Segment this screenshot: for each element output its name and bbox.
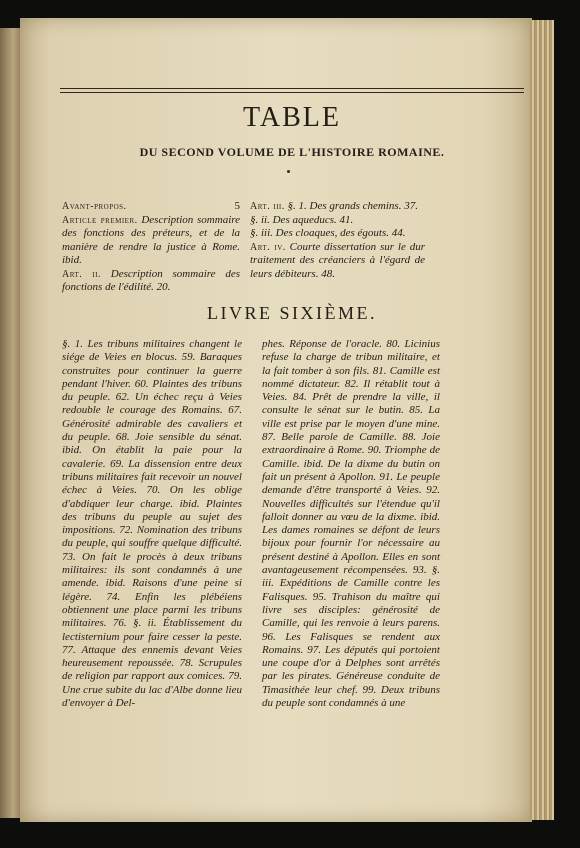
toc-entry-text: Description sommaire des fonctions de l'édilité. 20. xyxy=(62,267,240,293)
toc-entry-text: §. iii. Des cloaques, des égouts. 44. xyxy=(250,227,406,239)
toc-entry-head: Article premier. xyxy=(62,214,138,226)
top-rule xyxy=(60,88,524,89)
body-column-right-text: phes. Réponse de l'oracle. 80. Licinius refuse la charge de tribun militaire, et la fait tomber à son fils. 81. Camille est nommé dictateur. 82. Il rétablit tout à Veies. 84. Prêt de prendre la ville, il consulte le sénat sur le butin. 85. La ville est prise par le moyen d'une mine. 87. Belle parole de Camille. 88. Joie extraordinaire à Rome. 90. Triomphe de Camille. ibid. De la dixme du butin on fait un présent à Apollon. 91. Le peuple demande d'être transporté à Veies. 92. Nouvelles difficultés sur l'étendue qu'il falloit donner au vœu de la dixme. ibid. Les dames romaines se défont de leurs bijoux pour fournir l'or nécessaire au présent destiné à Apollon. Elles en sont avantageusement récompensées. 93. §. iii. Expéditions de Camille contre les Falisques. 95. Trahison du maître qui livre ses disciples: générosité de Camille, qui les renvoie à leurs parens. 96. Les Falisques se rendent aux Romains. 97. Les députés qui portoient une coupe d'or à Delphes sont arrêtés par les pirates. Généreuse conduite de Timasithée leur chef. 99. Deux tribuns du peuple sont condamnés à une xyxy=(262,338,440,710)
toc-entry-head: Art. iii. xyxy=(250,201,285,212)
toc-entry-head: Art. iv. xyxy=(250,241,286,253)
page-stack-edges xyxy=(530,20,554,820)
toc-entry xyxy=(250,200,425,214)
page-title: TABLE xyxy=(243,102,341,133)
toc-entry-head: Avant-propos. xyxy=(62,201,127,212)
toc-entry xyxy=(250,227,425,241)
top-rule-thin xyxy=(60,92,524,93)
ornament-dot xyxy=(287,170,290,173)
toc-entry xyxy=(62,200,240,214)
toc-entry xyxy=(62,214,240,268)
book-left-edge xyxy=(0,28,22,818)
toc-left-column xyxy=(62,200,240,295)
toc-entry-text: Courte dissertation sur le dur traitement des créanciers à l'égard de leurs débiteurs. 48. xyxy=(250,240,425,280)
toc-right-column xyxy=(250,200,425,281)
toc-entry-text: §. 1. Des grands chemins. 37. xyxy=(287,200,418,212)
body-column-left xyxy=(62,338,242,710)
toc-entry xyxy=(62,268,240,295)
toc-entry xyxy=(250,241,425,282)
toc-entry-text: Description sommaire des fonctions des préteurs, et de la manière de rendre la justice à Rome. ibid. xyxy=(62,213,241,266)
livre-heading: LIVRE SIXIÈME. xyxy=(207,303,377,323)
toc-entry-text: §. ii. Des aqueducs. 41. xyxy=(250,213,354,226)
toc-entry xyxy=(250,214,425,228)
body-column-left-text: §. 1. Les tribuns militaires changent le siége de Veies en blocus. 59. Baraques construites pour continuer la guerre pendant l'hiver. 60. Plaintes des tribuns du peuple. 62. Un échec reçu à Veies redouble le courage des Romains. 67. Générosité admirable des cavaliers et du peuple. 68. Joie sensible du sénat. ibid. On établit la paie pour la cavalerie. 69. La dissension entre deux tribuns militaires fait recevoir un nouvel échec à Veies. 70. On les oblige d'abdiquer leur charge. ibid. Plaintes des tribuns du peuple au sujet des impositions. 72. Nomination des tribuns du peuple, qui souffre quelque difficulté. 73. On fait le procès à deux tribuns militaires: ils sont condamnés à une amende. ibid. Raisons d'une peine si légère. 74. Enfin les plébéiens obtiennent une place parmi les tribuns militaires. 76. §. ii. Établissement du lectisternium pour faire cesser la peste. 77. Attaque des ennemis devant Veies heureusement repoussée. 78. Scrupules de religion par rapport aux comices. 79. Une crue subite du lac d'Albe donne lieu d'envoyer à Del- xyxy=(62,338,242,710)
page-subtitle: DU SECOND VOLUME DE L'HISTOIRE ROMAINE. xyxy=(139,145,445,159)
body-column-right xyxy=(262,338,440,710)
toc-entry-page: 5 xyxy=(234,200,240,212)
toc-entry-head: Art. ii. xyxy=(62,268,101,280)
